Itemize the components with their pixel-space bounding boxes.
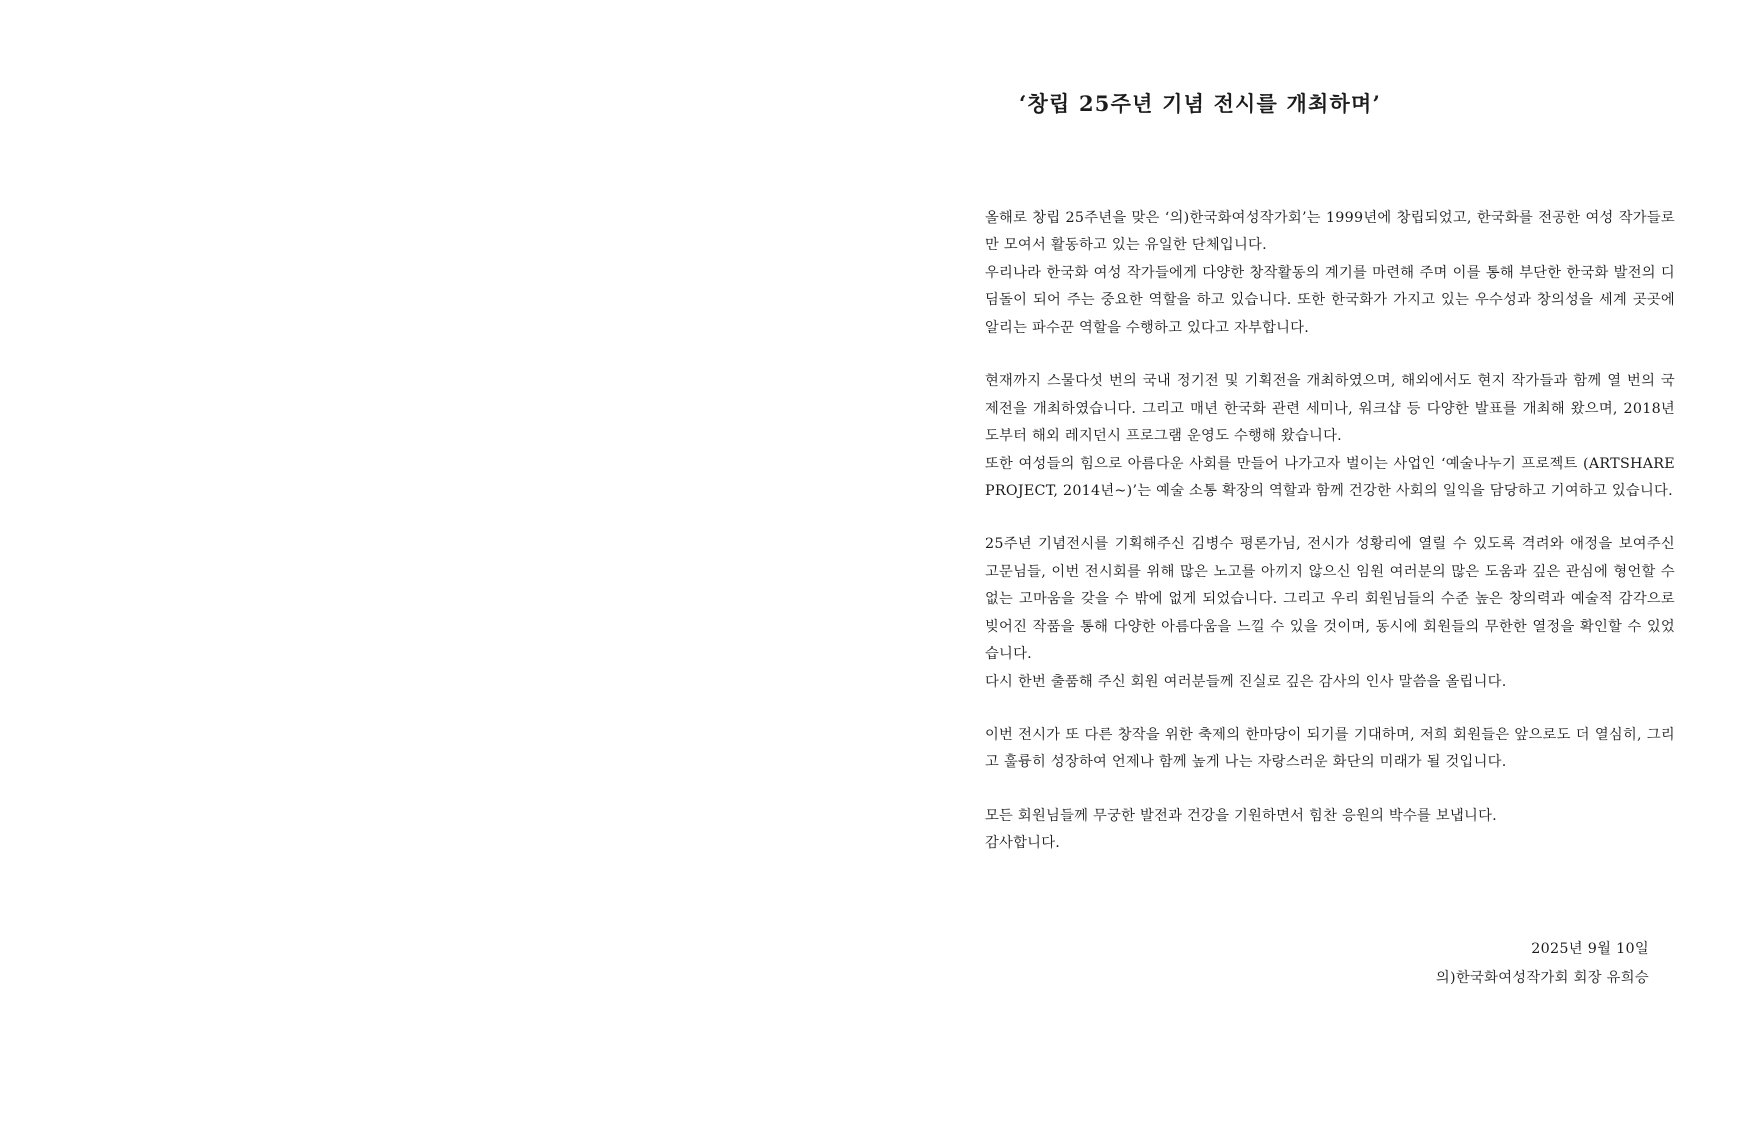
signature-date: 2025년 9월 10일: [1531, 941, 1649, 957]
paragraph-line: 다시 한번 출품해 주신 회원 여러분들께 진실로 깊은 감사의 인사 말씀을 올립니다.: [985, 673, 1507, 690]
paragraph-block-thanks: [985, 531, 1675, 696]
signature-block: [985, 935, 1675, 994]
paragraph-line: 또한 여성들의 힘으로 아름다운 사회를 만들어 나가고자 벌이는 사업인 ‘예술나누기 프로젝트 (ARTSHARE PROJECT, 2014년~)’는 예술 소통 확장의 역할과 함께 건강한 사회의 일익을 담당하고 기여하고 있습니다.: [985, 455, 1675, 499]
paragraph-line: 감사합니다.: [985, 835, 1061, 852]
page-title: ‘창립 25주년 기념 전시를 개최하며’: [1018, 91, 1381, 116]
paragraph-spacer: [985, 342, 1675, 368]
paragraph-block-closing: [985, 803, 1675, 858]
signature-name: 의)한국화여성작가회 회장 유희승: [1435, 970, 1649, 987]
paragraph-block-future: [985, 722, 1675, 777]
paragraph-line: 우리나라 한국화 여성 작가들에게 다양한 창작활동의 계기를 마련해 주며 이를 통해 부단한 한국화 발전의 디딤돌이 되어 주는 중요한 역할을 하고 있습니다. 또한 한국화가 가지고 있는 우수성과 창의성을 세계 곳곳에 알리는 파수꾼 역할을 수행하고 있다고 자부합니다.: [985, 264, 1675, 336]
paragraph-block-intro: [985, 205, 1675, 342]
paragraph-spacer: [985, 696, 1675, 722]
paragraph-block-history: [985, 368, 1675, 505]
paragraph-line: 모든 회원님들께 무궁한 발전과 건강을 기원하면서 힘찬 응원의 박수를 보냅니다.: [985, 807, 1497, 824]
paragraph-spacer: [985, 505, 1675, 531]
paragraph-line: 올해로 창립 25주년을 맞은 ‘의)한국화여성작가회’는 1999년에 창립되었고, 한국화를 전공한 여성 작가들로만 모여서 활동하고 있는 유일한 단체입니다.: [985, 210, 1675, 254]
paragraph-spacer: [985, 777, 1675, 803]
paragraph-line: 현재까지 스물다섯 번의 국내 정기전 및 기획전을 개최하였으며, 해외에서도 현지 작가들과 함께 열 번의 국제전을 개최하였습니다. 그리고 매년 한국화 관련 세미나, 워크샵 등 다양한 발표를 개최해 왔으며, 2018년도부터 해외 레지던시 프로그램 운영도 수행해 왔습니다.: [985, 373, 1675, 445]
document-body: [985, 205, 1675, 858]
paragraph-line: 25주년 기념전시를 기획해주신 김병수 평론가님, 전시가 성황리에 열릴 수 있도록 격려와 애정을 보여주신 고문님들, 이번 전시회를 위해 많은 노고를 아끼지 않으신 임원 여러분의 많은 도움과 깊은 관심에 형언할 수 없는 고마움을 갖을 수 밖에 없게 되었습니다. 그리고 우리 회원님들의 수준 높은 창의력과 예술적 감각으로 빚어진 작품을 통해 다양한 아름다움을 느낄 수 있을 것이며, 동시에 회원들의 무한한 열정을 확인할 수 있었습니다.: [985, 536, 1675, 663]
paragraph-line: 이번 전시가 또 다른 창작을 위한 축제의 한마당이 되기를 기대하며, 저희 회원들은 앞으로도 더 열심히, 그리고 훌륭히 성장하여 언제나 함께 높게 나는 자랑스러운 화단의 미래가 될 것입니다.: [985, 727, 1675, 771]
